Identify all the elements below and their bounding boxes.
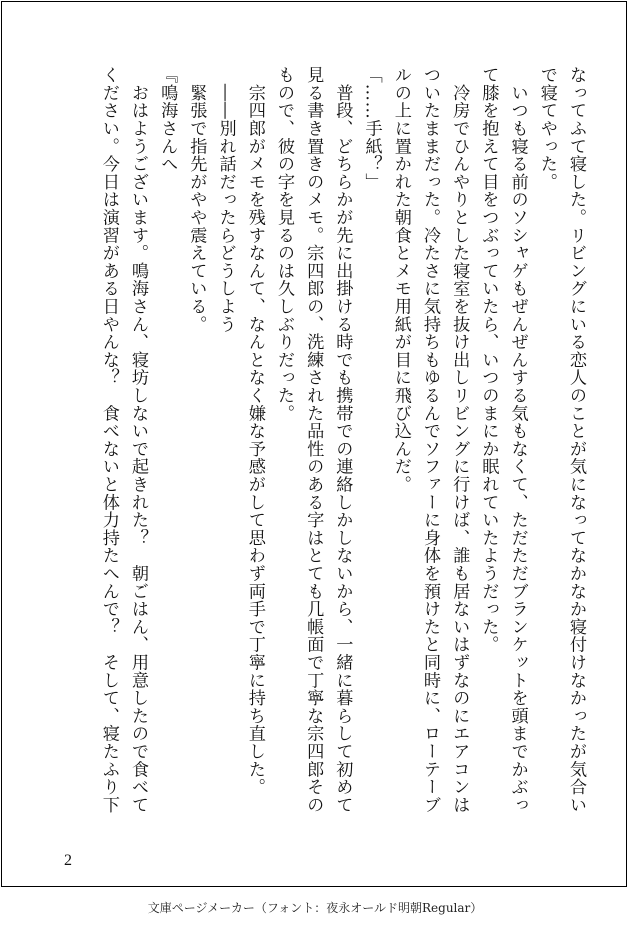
text-line: おはようございます。鳴海さん、寝坊しないで起きれた？ 朝ごはん、用意したので食べて	[128, 66, 148, 814]
footer-caption: 文庫ページメーカー（フォント：夜永オールド明朝Regular）	[147, 901, 483, 915]
text-line: いつも寝る前のソシャゲもぜんぜんする気もなくて、ただただブランケットを頭までかぶっ	[507, 66, 528, 814]
text-line: ルの上に置かれた朝食とメモ用紙が目に飛び込んだ。	[390, 66, 411, 494]
text-line: ください。今日は演習がある日やんな？ 食べないと体力持たへんで？ そして、寝たふり下	[98, 66, 119, 814]
text-line: て膝を抱えて目をつぶっていたら、いつのまにか眠れていたようだった。	[478, 66, 499, 654]
text-line: 宗四郎がメモを残すなんて、なんとなく嫌な予感がして思わず両手で丁寧に持ち直した。	[244, 66, 265, 796]
text-line: で寝てやった。	[536, 66, 557, 191]
text-line: 冷房でひんやりとした寝室を抜け出しリビングに行けば、誰も居ないはずなのにエアコンは	[449, 66, 470, 814]
page-number: 2	[64, 852, 72, 869]
text-line: 「……手紙？」	[361, 66, 382, 191]
text-line: ――別れ話だったらどうしよう	[215, 66, 236, 333]
text-line: 緊張で指先がやや震えている。	[186, 66, 207, 333]
text-line: 普段、どちらかが先に出掛ける時でも携帯での連絡しかしないから、一緒に暮らして初めて	[332, 66, 353, 814]
text-line: ついたままだった。冷たさに気持ちもゆるんでソファーに身体を預けたと同時に、ローテーブ	[420, 66, 440, 814]
book-page	[1, 1, 627, 887]
text-line: 見る書き置きのメモ。宗四郎の、洗練された品性のある字はとても几帳面で丁寧な宗四郎その	[303, 66, 324, 814]
text-line: もので、彼の字を見るのは久しぶりだった。	[274, 66, 294, 422]
text-line: 『鳴海さんへ	[157, 66, 178, 173]
text-line: なってふて寝した。リビングにいる恋人のことが気になってなかなか寝付けなかったが気合い	[566, 66, 586, 814]
